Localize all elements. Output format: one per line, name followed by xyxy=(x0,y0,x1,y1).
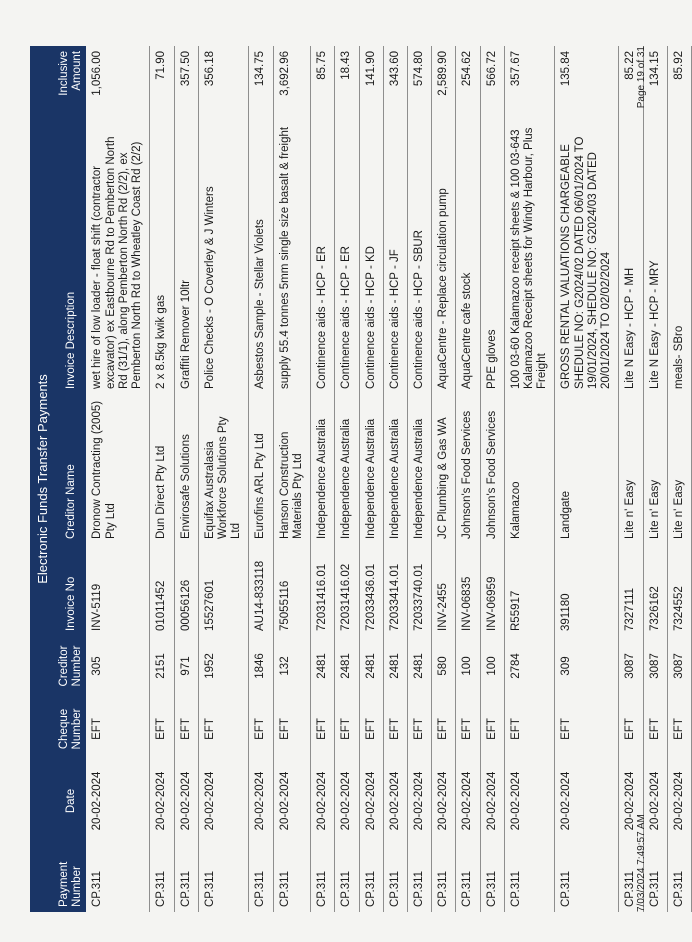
cell-creditor-name: Independence Australia xyxy=(340,418,353,539)
cell-date: 20-02-2024 xyxy=(278,771,291,831)
cell-creditor-number: 305 xyxy=(91,656,104,676)
cell-invoice-no: R55917 xyxy=(509,590,522,631)
cell-creditor-name: Eurofins ARL Pty Ltd xyxy=(254,433,267,539)
cell-date: 20-02-2024 xyxy=(316,771,329,831)
table-row xyxy=(407,46,431,912)
cell-invoice-no: 7324552 xyxy=(672,586,685,631)
cell-cheque-number: EFT xyxy=(648,718,661,740)
table-row xyxy=(359,46,383,912)
table-row xyxy=(555,46,619,912)
cell-payment-number: CP.311 xyxy=(412,870,425,907)
cell-invoice-no: 72033436.01 xyxy=(364,563,377,631)
cell-invoice-description: 100 03-60 Kalamazoo receipt sheets & 100 03-643 Kalamazoo Receipt sheets for Windy Harbour, Plus Freight xyxy=(509,127,549,389)
cell-payment-number: CP.311 xyxy=(155,870,168,907)
cell-creditor-number: 580 xyxy=(437,656,450,676)
cell-invoice-description: wet hire of low loader - float shift (contractor excavator) ex Eastbourne Rd to Pemberton North Rd (31/1), along Pemberton North Rd (2/2), ex Pemberton North Rd to Wheatley Coast Rd (2/2) xyxy=(91,136,144,389)
table-row xyxy=(174,46,198,912)
cell-creditor-name: Dun Direct Pty Ltd xyxy=(155,445,168,539)
table-row xyxy=(456,46,480,912)
cell-payment-number: CP.311 xyxy=(648,870,661,907)
cell-date: 20-02-2024 xyxy=(91,771,104,831)
cell-payment-number: CP.311 xyxy=(672,870,685,907)
cell-invoice-description: PPE gloves xyxy=(485,329,498,389)
cell-cheque-number: EFT xyxy=(364,718,377,740)
cell-invoice-description: Graffiti Remover 10ltr xyxy=(179,279,192,389)
cell-invoice-no: INV-06835 xyxy=(461,576,474,631)
cell-cheque-number: EFT xyxy=(461,718,474,740)
table-row xyxy=(480,46,504,912)
cell-creditor-name: Independence Australia xyxy=(388,418,401,539)
cell-date: 20-02-2024 xyxy=(624,771,637,831)
cell-creditor-number: 100 xyxy=(485,656,498,676)
cell-creditor-number: 2481 xyxy=(340,653,353,679)
cell-creditor-name: Equifax Australasia Workforce Solutions Pty Ltd xyxy=(203,416,243,539)
cell-inclusive-amount: 356.18 xyxy=(203,50,216,87)
table-row xyxy=(150,46,174,912)
cell-inclusive-amount: 134.15 xyxy=(648,50,661,87)
cell-payment-number: CP.311 xyxy=(91,870,104,907)
cell-cheque-number: EFT xyxy=(340,718,353,740)
table-row xyxy=(667,46,691,912)
printed-timestamp: 7/03/2024 7:49:57 AM xyxy=(636,814,647,912)
cell-inclusive-amount: 85.75 xyxy=(316,50,329,80)
table-row xyxy=(198,46,249,912)
cell-cheque-number: EFT xyxy=(254,718,267,740)
cell-payment-number: CP.311 xyxy=(316,870,329,907)
table-row xyxy=(643,46,667,912)
cell-cheque-number: EFT xyxy=(91,718,104,740)
cell-payment-number: CP.311 xyxy=(340,870,353,907)
cell-creditor-number: 2481 xyxy=(388,653,401,679)
cell-payment-number: CP.311 xyxy=(437,870,450,907)
cell-creditor-name: Lite n' Easy xyxy=(648,479,661,539)
table-row xyxy=(504,46,555,912)
table-row xyxy=(311,46,335,912)
header-invoice-no: Invoice No xyxy=(56,544,86,636)
cell-creditor-number: 2481 xyxy=(316,653,329,679)
cell-invoice-description: Continence aids - HCP - JF xyxy=(388,249,401,389)
cell-invoice-no: INV-5119 xyxy=(91,583,104,631)
cell-cheque-number: EFT xyxy=(509,718,522,740)
cell-invoice-description: Continence aids - HCP - KD xyxy=(364,246,377,389)
cell-cheque-number: EFT xyxy=(155,718,168,740)
cell-invoice-no: 72031416.01 xyxy=(316,563,329,631)
table-title: Electronic Funds Transfer Payments xyxy=(30,46,56,912)
cell-payment-number: CP.311 xyxy=(203,870,216,907)
cell-cheque-number: EFT xyxy=(624,718,637,740)
cell-cheque-number: EFT xyxy=(560,718,573,740)
cell-inclusive-amount: 134.75 xyxy=(254,50,267,87)
cell-creditor-name: Landgate xyxy=(560,491,573,539)
cell-creditor-name: Dronow Contracting (2005) Pty Ltd xyxy=(91,400,117,539)
cell-payment-number: CP.311 xyxy=(364,870,377,907)
cell-date: 20-02-2024 xyxy=(388,771,401,831)
cell-date: 20-02-2024 xyxy=(364,771,377,831)
cell-invoice-no: 72031416.02 xyxy=(340,563,353,631)
cell-invoice-description: AquaCentre cafe stock xyxy=(461,272,474,389)
cell-payment-number: CP.311 xyxy=(560,870,573,907)
header-cheque-number: Cheque Number xyxy=(56,696,86,762)
cell-creditor-name: Independence Australia xyxy=(316,418,329,539)
cell-invoice-description: Continence aids - HCP - ER xyxy=(316,246,329,389)
cell-invoice-no: 00056126 xyxy=(179,579,192,631)
cell-creditor-number: 2481 xyxy=(412,653,425,679)
cell-creditor-number: 132 xyxy=(278,656,291,676)
cell-invoice-no: INV-2455 xyxy=(437,583,450,631)
table-row xyxy=(432,46,456,912)
cell-invoice-no: INV-06959 xyxy=(485,576,498,631)
payments-table xyxy=(30,46,692,912)
cell-invoice-description: Lite N Easy - HCP - MH xyxy=(624,267,637,389)
cell-payment-number: CP.311 xyxy=(624,870,637,907)
cell-payment-number: CP.311 xyxy=(179,870,192,907)
header-invoice-description: Invoice Description xyxy=(56,116,86,394)
cell-date: 20-02-2024 xyxy=(155,771,168,831)
cell-creditor-name: Hanson Construction Materials Pty Ltd xyxy=(278,431,304,539)
table-title-row xyxy=(30,46,56,912)
cell-invoice-no: 72033414.01 xyxy=(388,563,401,631)
cell-invoice-description: Asbestos Sample - Stellar Violets xyxy=(254,219,267,389)
table-row xyxy=(249,46,273,912)
cell-creditor-name: Johnson's Food Services xyxy=(461,410,474,539)
cell-inclusive-amount: 254.62 xyxy=(461,50,474,87)
cell-cheque-number: EFT xyxy=(437,718,450,740)
cell-creditor-name: Independence Australia xyxy=(412,418,425,539)
cell-cheque-number: EFT xyxy=(485,718,498,740)
cell-inclusive-amount: 566.72 xyxy=(485,50,498,87)
cell-date: 20-02-2024 xyxy=(560,771,573,831)
table-row xyxy=(86,46,149,912)
cell-date: 20-02-2024 xyxy=(437,771,450,831)
cell-inclusive-amount: 85.92 xyxy=(672,50,685,80)
table-row xyxy=(273,46,310,912)
cell-creditor-number: 2151 xyxy=(155,653,168,679)
header-payment-number: Payment Number xyxy=(56,840,86,912)
cell-cheque-number: EFT xyxy=(278,718,291,740)
cell-invoice-no: 15527601 xyxy=(203,579,216,631)
cell-creditor-number: 1952 xyxy=(203,653,216,679)
cell-creditor-number: 3087 xyxy=(648,653,661,679)
cell-cheque-number: EFT xyxy=(203,718,216,740)
page-number: Page 19 of 31 xyxy=(636,46,647,109)
cell-inclusive-amount: 141.90 xyxy=(364,50,377,87)
cell-creditor-number: 309 xyxy=(560,656,573,676)
cell-payment-number: CP.311 xyxy=(485,870,498,907)
cell-payment-number: CP.311 xyxy=(254,870,267,907)
cell-inclusive-amount: 71.90 xyxy=(155,50,168,80)
cell-inclusive-amount: 18.43 xyxy=(340,50,353,80)
cell-payment-number: CP.311 xyxy=(461,870,474,907)
cell-date: 20-02-2024 xyxy=(179,771,192,831)
cell-invoice-no: 01011452 xyxy=(155,580,168,631)
cell-creditor-number: 3087 xyxy=(624,653,637,679)
cell-cheque-number: EFT xyxy=(316,718,329,740)
cell-date: 20-02-2024 xyxy=(672,771,685,831)
cell-inclusive-amount: 574.80 xyxy=(412,50,425,87)
cell-inclusive-amount: 135.84 xyxy=(560,50,573,87)
cell-creditor-name: Envirosafe Solutions xyxy=(179,434,192,539)
cell-cheque-number: EFT xyxy=(672,718,685,740)
cell-inclusive-amount: 357.50 xyxy=(179,50,192,87)
cell-payment-number: CP.311 xyxy=(509,870,522,907)
table-row xyxy=(619,46,643,912)
cell-invoice-no: AU14-833118 xyxy=(254,560,267,631)
cell-invoice-description: AquaCentre - Replace circulation pump xyxy=(437,188,450,389)
cell-date: 20-02-2024 xyxy=(203,771,216,831)
cell-inclusive-amount: 343.60 xyxy=(388,50,401,87)
cell-creditor-name: JC Plumbing & Gas WA xyxy=(437,417,450,539)
column-header-row xyxy=(56,46,86,912)
cell-invoice-no: 391180 xyxy=(560,593,573,631)
cell-creditor-name: Lite n' Easy xyxy=(624,479,637,539)
table-row xyxy=(335,46,359,912)
cell-inclusive-amount: 3,692.96 xyxy=(278,50,291,96)
table-row xyxy=(383,46,407,912)
cell-creditor-number: 3087 xyxy=(672,653,685,679)
cell-date: 20-02-2024 xyxy=(340,771,353,831)
cell-date: 20-02-2024 xyxy=(254,771,267,831)
cell-date: 20-02-2024 xyxy=(485,771,498,831)
cell-invoice-description: Lite N Easy - HCP - MRY xyxy=(648,260,661,389)
cell-inclusive-amount: 85.22 xyxy=(624,50,637,80)
cell-creditor-number: 2481 xyxy=(364,653,377,679)
cell-creditor-name: Johnson's Food Services xyxy=(485,410,498,539)
cell-creditor-number: 100 xyxy=(461,656,474,676)
cell-creditor-number: 971 xyxy=(179,656,192,676)
cell-date: 20-02-2024 xyxy=(461,771,474,831)
cell-invoice-no: 72033740.01 xyxy=(412,563,425,631)
cell-payment-number: CP.311 xyxy=(388,870,401,907)
cell-invoice-no: 75055116 xyxy=(278,580,291,631)
cell-inclusive-amount: 1,056.00 xyxy=(91,50,104,96)
cell-date: 20-02-2024 xyxy=(648,771,661,831)
header-inclusive-amount: Inclusive Amount xyxy=(56,46,86,116)
cell-payment-number: CP.311 xyxy=(278,870,291,907)
cell-invoice-description: meals- SBro xyxy=(672,325,685,389)
cell-creditor-name: Independence Australia xyxy=(364,418,377,539)
cell-invoice-description: Continence aids - HCP - SBUR xyxy=(412,230,425,389)
cell-invoice-description: 2 x 8.5kg kwik gas xyxy=(155,295,168,389)
cell-invoice-description: Police Checks - O Coverley & J Winters xyxy=(203,186,216,389)
cell-cheque-number: EFT xyxy=(179,718,192,740)
cell-invoice-description: GROSS RENTAL VALUATIONS CHARGEABLE SHEDULE NO: G2024/02 DATED 06/01/2024 TO 19/01/2024, SHEDULE NO: G2024/03 DATED 20/01/2024 TO 02/02/2024 xyxy=(560,136,613,389)
cell-creditor-name: Lite n' Easy xyxy=(672,479,685,539)
cell-date: 20-02-2024 xyxy=(412,771,425,831)
cell-cheque-number: EFT xyxy=(388,718,401,740)
header-creditor-name: Creditor Name xyxy=(56,394,86,544)
cell-invoice-no: 7326162 xyxy=(648,586,661,631)
cell-creditor-name: Kalamazoo xyxy=(509,481,522,539)
cell-invoice-description: Continence aids - HCP - ER xyxy=(340,246,353,389)
cell-inclusive-amount: 2,589.90 xyxy=(437,50,450,96)
cell-creditor-number: 1846 xyxy=(254,653,267,679)
header-creditor-number: Creditor Number xyxy=(56,636,86,696)
cell-cheque-number: EFT xyxy=(412,718,425,740)
cell-invoice-description: supply 55.4 tonnes 5mm single size basalt & freight xyxy=(278,126,291,389)
cell-inclusive-amount: 357.67 xyxy=(509,50,522,87)
cell-date: 20-02-2024 xyxy=(509,771,522,831)
cell-invoice-no: 7327111 xyxy=(624,587,637,631)
header-date: Date xyxy=(56,762,86,840)
cell-creditor-number: 2784 xyxy=(509,653,522,679)
